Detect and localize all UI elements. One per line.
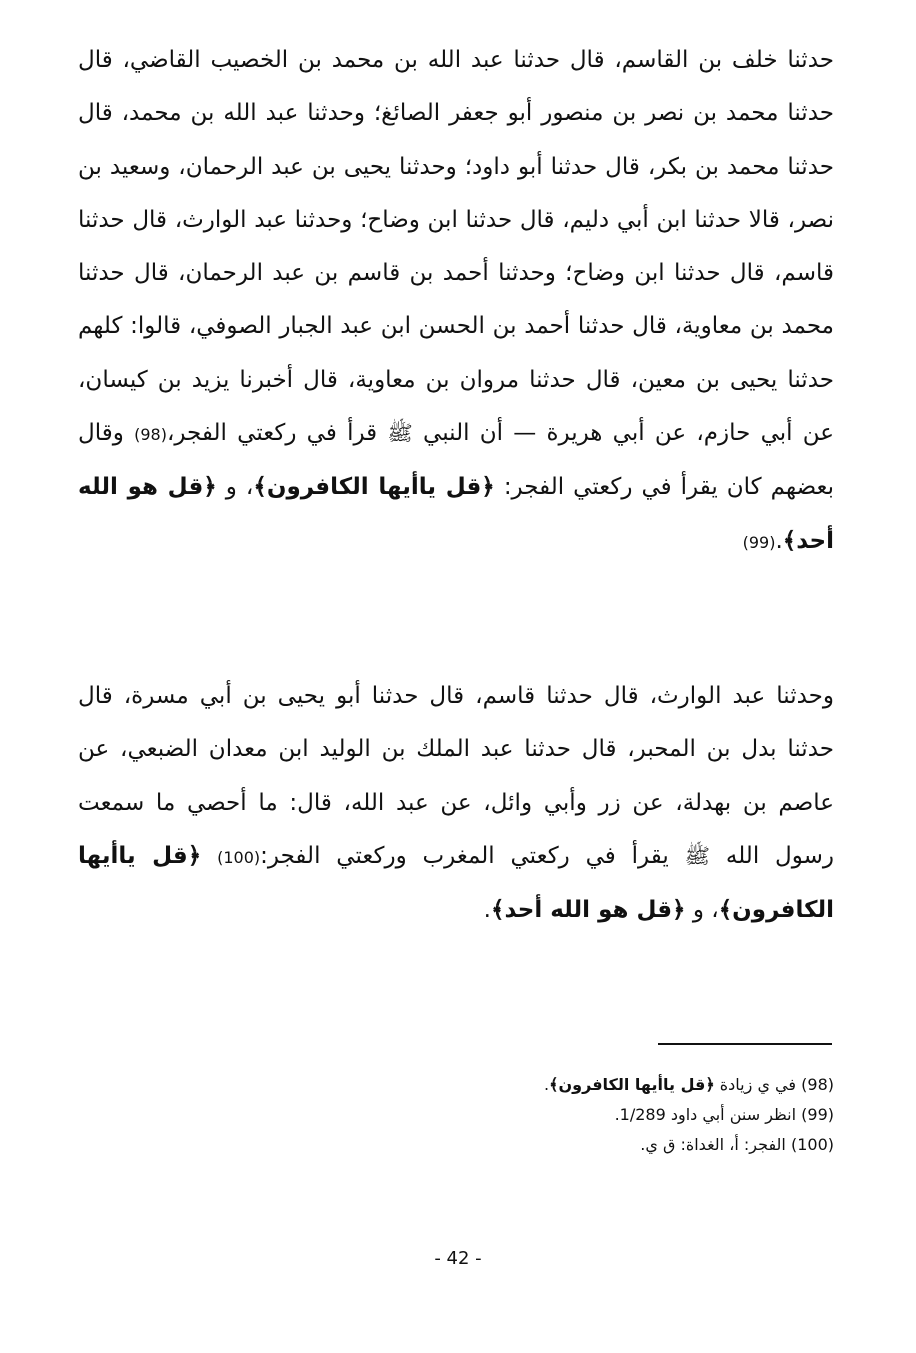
footnote-ref-100: (100) bbox=[217, 847, 261, 867]
quran-quote: ﴿قل ياأيها الكافرون﴾ bbox=[78, 842, 834, 924]
footnote-ref-99: (99) bbox=[742, 532, 776, 552]
footnote-98 bbox=[300, 1070, 834, 1100]
footnote-text: انظر سنن أبي داود 1/289. bbox=[614, 1105, 797, 1124]
conjunction: ، و bbox=[692, 897, 719, 924]
quran-quote: ﴿قل هو الله أحد﴾ bbox=[490, 897, 686, 924]
salawat-symbol: ﷺ bbox=[387, 421, 413, 446]
paragraph-text: قرأ في ركعتي الفجر، bbox=[166, 420, 378, 447]
paragraph-2 bbox=[78, 670, 834, 937]
footnote-text: الفجر: أ، الغداة: ق ي. bbox=[640, 1135, 786, 1154]
conjunction: ، و bbox=[225, 474, 254, 501]
footnote-number: (100) bbox=[790, 1135, 834, 1154]
paragraph-1 bbox=[78, 34, 834, 569]
paragraph-text: وحدثنا عبد الوارث، قال حدثنا قاسم، قال حدثنا أبو يحيى بن أبي مسرة، قال حدثنا بدل بن المحبر، قال حدثنا عبد الملك بن الوليد ابن معدان الضبعي، عن عاصم بن بهدلة، عن زر وأبي وائل، عن عبد الله، قال: ما أحصي ما سمعت رسول الله bbox=[78, 683, 835, 869]
full-stop: . bbox=[775, 527, 783, 554]
page-number: - 42 - bbox=[434, 1248, 482, 1269]
full-stop: . bbox=[483, 897, 491, 924]
footnote-separator bbox=[658, 1043, 832, 1045]
footnote-number: (98) bbox=[801, 1075, 834, 1094]
footnote-quote: ﴿قل ياأيها الكافرون﴾ bbox=[549, 1075, 715, 1094]
footnote-100 bbox=[300, 1130, 834, 1160]
salawat-symbol: ﷺ bbox=[684, 843, 710, 868]
footnote-99 bbox=[300, 1100, 834, 1130]
paragraph-text: حدثنا خلف بن القاسم، قال حدثنا عبد الله بن محمد بن الخصيب القاضي، قال حدثنا محمد بن نصر بن منصور أبو جعفر الصائغ؛ وحدثنا عبد الله بن محمد، قال حدثنا محمد بن بكر، قال حدثنا أبو داود؛ وحدثنا يحيى بن عبد الرحمان، وسعيد بن نصر، قالا حدثنا ابن أبي دليم، قال حدثنا ابن وضاح؛ وحدثنا عبد الوارث، قال حدثنا قاسم، قال حدثنا ابن وضاح؛ وحدثنا أحمد بن قاسم بن عبد الرحمان، قال حدثنا محمد بن معاوية، قال حدثنا أحمد بن الحسن ابن عبد الجبار الصوفي، قالوا: كلهم حدثنا يحيى بن معين، قال حدثنا مروان بن معاوية، قال أخبرنا يزيد بن كيسان، عن أبي حازم، عن أبي هريرة — أن النبي bbox=[78, 47, 835, 447]
quran-quote: ﴿قل ياأيها الكافرون﴾ bbox=[253, 474, 495, 501]
full-stop: . bbox=[544, 1075, 550, 1094]
quran-quote: ﴿قل هو الله أحد﴾ bbox=[78, 474, 834, 554]
footnote-text: في ي زيادة bbox=[719, 1075, 797, 1094]
paragraph-text: وقال بعضهم كان يقرأ في ركعتي الفجر: bbox=[78, 420, 835, 501]
footnote-number: (99) bbox=[801, 1105, 834, 1124]
footnote-ref-98: (98) bbox=[134, 425, 167, 445]
footnotes bbox=[300, 1070, 834, 1160]
paragraph-text: يقرأ في ركعتي المغرب وركعتي الفجر: bbox=[260, 842, 669, 869]
